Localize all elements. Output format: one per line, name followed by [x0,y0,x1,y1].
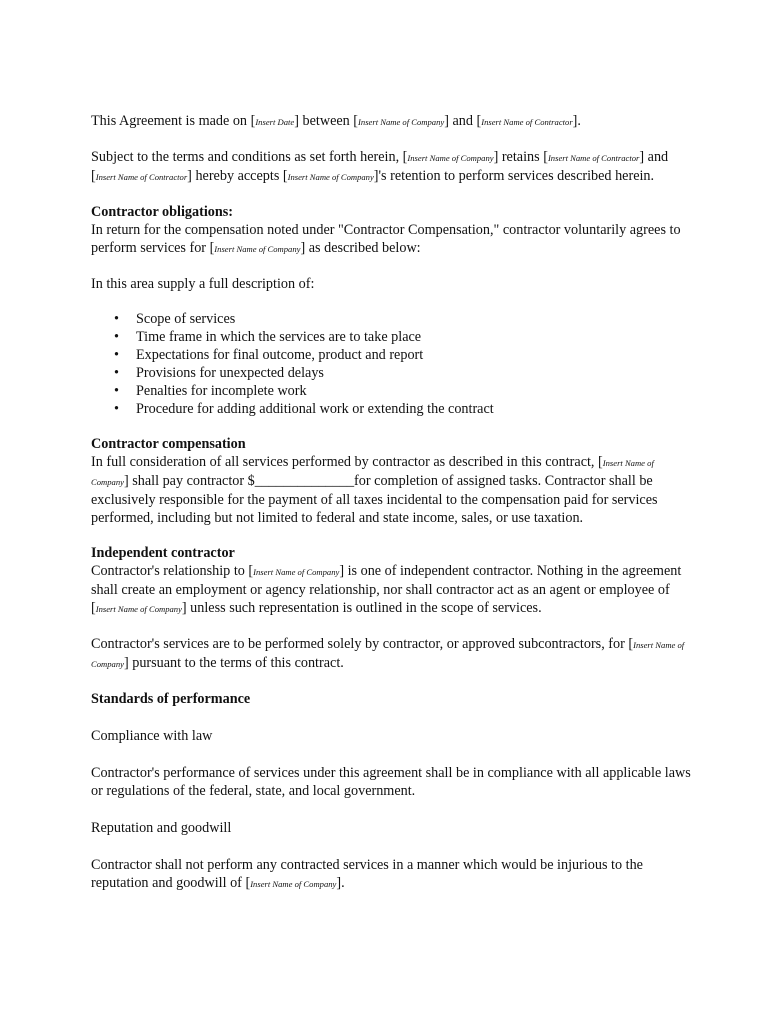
bullet-icon: • [114,347,119,363]
intro-text-2: ] between [ [294,113,359,129]
independent-paragraph [91,562,691,618]
obligations-text-1: In return for the compensation noted under "Contractor Compensation," contractor voluntarily agrees to perform services for [ [91,222,681,256]
obligations-text-2: ] as described below: [300,240,421,256]
independent-contractor-section [91,544,691,618]
placeholder-contractor-name: Insert Name of Contractor [95,172,188,182]
retention-text-5: ]'s retention to perform services described herein. [373,168,655,184]
compensation-text-2: ] shall pay contractor $______________for completion of assigned tasks. Contractor shall be exclusively responsible for the payment of all taxes incidental to the compensation paid for services performed, including but not limited to federal and state income, sales, or use taxation. [91,473,658,526]
list-item [114,310,691,328]
subcontractors-text-1: Contractor's services are to be performed solely by contractor, or approved subcontractors, for [ [91,636,634,652]
retention-text-3: ] and [ [91,149,669,184]
section-heading-standards: Standards of performance [91,691,251,707]
placeholder-company-name: Insert Name of Company [95,604,182,614]
services-description-list [91,310,691,418]
subcontractors-text-2: ] pursuant to the terms of this contract. [123,655,344,671]
list-item [114,364,691,382]
reputation-text-2: ]. [336,875,345,891]
list-item-text: Expectations for final outcome, product and report [136,347,424,363]
list-item-text: Scope of services [136,311,236,327]
list-item-text: Penalties for incomplete work [136,383,307,399]
list-item [114,328,691,346]
subheading-compliance: Compliance with law [91,728,213,744]
list-item-text: Procedure for adding additional work or extending the contract [136,401,494,417]
compensation-paragraph [91,453,691,527]
bullet-icon: • [114,329,119,345]
bullet-icon: • [114,365,119,381]
intro-text-4: ]. [572,113,581,129]
list-item-text: Provisions for unexpected delays [136,365,324,381]
retention-text-4: ] hereby accepts [ [187,168,288,184]
placeholder-company-name: Insert Name of Company [91,640,685,669]
section-heading-obligations: Contractor obligations: [91,204,233,220]
list-item [114,400,691,418]
subheading-reputation: Reputation and goodwill [91,820,232,836]
intro-text-3: ] and [ [444,113,482,129]
list-item [114,382,691,400]
description-lead: In this area supply a full description of: [91,276,315,292]
placeholder-contractor-name: Insert Name of Contractor [547,153,640,163]
section-heading-compensation: Contractor compensation [91,436,246,452]
compliance-paragraph: Contractor's performance of services under this agreement shall be in compliance with all applicable laws or regulations of the federal, state, and local government. [91,765,691,799]
contractor-compensation-section [91,435,691,527]
list-item [114,346,691,364]
retention-text-1: Subject to the terms and conditions as set forth herein, [ [91,149,408,165]
placeholder-company-name: Insert Name of Company [253,567,340,577]
bullet-icon: • [114,383,119,399]
section-heading-independent: Independent contractor [91,545,235,561]
placeholder-contractor-name: Insert Name of Contractor [481,117,573,127]
subcontractors-paragraph [91,635,691,673]
retention-text-2: ] retains [ [493,149,548,165]
independent-text-3: ] unless such representation is outlined in the scope of services. [181,600,542,616]
intro-text-1: This Agreement is made on [ [91,113,256,129]
placeholder-company-name: Insert Name of Company [407,153,494,163]
bullet-icon: • [114,401,119,417]
retention-paragraph [91,148,691,186]
placeholder-company-name: Insert Name of Company [358,117,445,127]
obligations-paragraph [91,221,691,258]
contractor-obligations-section [91,203,691,258]
placeholder-insert-date: Insert Date [255,117,295,127]
placeholder-company-name: Insert Name of Company [250,879,337,889]
agreement-intro-paragraph [91,112,691,131]
document-body [91,112,691,893]
compensation-text-1: In full consideration of all services performed by contractor as described in this contract, [ [91,454,603,470]
placeholder-company-name: Insert Name of Company [214,244,301,254]
placeholder-company-name: Insert Name of Company [91,458,654,487]
placeholder-company-name: Insert Name of Company [287,172,374,182]
reputation-text-1: Contractor shall not perform any contracted services in a manner which would be injurious to the reputation and goodwill of [ [91,857,643,891]
independent-text-1: Contractor's relationship to [ [91,563,254,579]
reputation-paragraph [91,856,691,893]
list-item-text: Time frame in which the services are to take place [136,329,422,345]
independent-text-2: ] is one of independent contractor. Nothing in the agreement shall create an employment or agency relationship, nor shall contractor act as an agent or employee of [ [91,563,682,616]
bullet-icon: • [114,311,119,327]
